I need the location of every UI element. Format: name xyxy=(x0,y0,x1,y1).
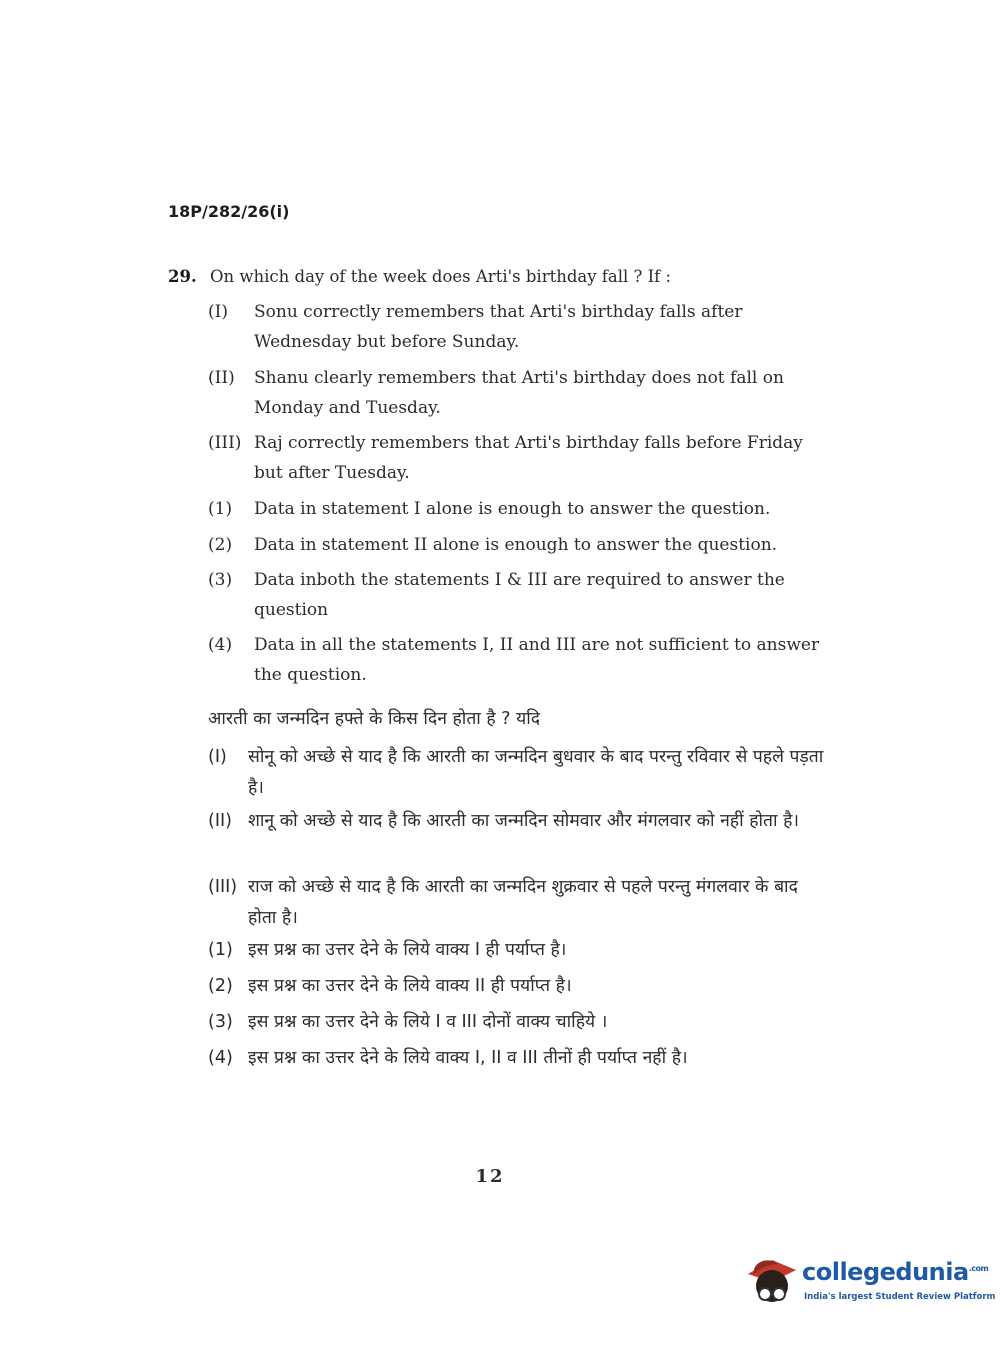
statement-text: Shanu clearly remembers that Arti's birthday does not fall on Monday and Tuesday. xyxy=(254,368,784,418)
option-label: (4) xyxy=(208,635,233,655)
question-number: 29. xyxy=(168,267,197,286)
option-label: (4) xyxy=(208,1048,233,1068)
hindi-option-2 xyxy=(208,971,828,1002)
statement-i xyxy=(208,297,828,357)
statement-label: (III) xyxy=(208,877,238,897)
hindi-statement-iii xyxy=(208,872,828,934)
statement-text: Sonu correctly remembers that Arti's birthday falls after Wednesday but before Sunday. xyxy=(254,302,743,352)
option-1 xyxy=(208,494,828,524)
statement-ii xyxy=(208,363,828,423)
statement-text: शानू को अच्छे से याद है कि आरती का जन्मदिन सोमवार और मंगलवार को नहीं होता है। xyxy=(248,811,800,831)
option-3 xyxy=(208,565,828,625)
page-number: 12 xyxy=(475,1166,505,1187)
statement-text: Raj correctly remembers that Arti's birthday falls before Friday but after Tuesday. xyxy=(254,433,803,483)
statement-label: (I) xyxy=(208,302,228,322)
option-text: Data in statement II alone is enough to answer the question. xyxy=(254,535,778,555)
statement-label: (II) xyxy=(208,368,235,388)
collegedunia-logo xyxy=(742,1252,996,1310)
hindi-statement-ii xyxy=(208,806,828,837)
option-label: (2) xyxy=(208,535,233,555)
option-text: इस प्रश्न का उत्तर देने के लिये वाक्य I, II व III तीनों ही पर्याप्त नहीं है। xyxy=(248,1048,688,1068)
hindi-option-1 xyxy=(208,935,828,966)
mascot-icon xyxy=(742,1252,800,1310)
option-label: (3) xyxy=(208,570,233,590)
statement-text: सोनू को अच्छे से याद है कि आरती का जन्मदिन बुधवार के बाद परन्तु रविवार से पहले पड़ता है। xyxy=(248,747,824,798)
hindi-statement-i xyxy=(208,742,828,804)
question-text: On which day of the week does Arti's birthday fall ? If : xyxy=(209,267,672,286)
question-heading xyxy=(168,267,671,286)
option-text: Data in all the statements I, II and III are not sufficient to answer the question. xyxy=(254,635,820,685)
brand-name: collegedunia$^{.com}$ xyxy=(802,1258,989,1286)
statement-text: राज को अच्छे से याद है कि आरती का जन्मदिन शुक्रवार से पहले परन्तु मंगलवार के बाद होता है। xyxy=(248,877,798,928)
hindi-option-4 xyxy=(208,1043,828,1074)
option-label: (3) xyxy=(208,1012,233,1032)
option-label: (1) xyxy=(208,499,233,519)
statement-label: (III) xyxy=(208,433,242,453)
statement-label: (I) xyxy=(208,747,227,767)
option-label: (2) xyxy=(208,976,233,996)
statement-iii xyxy=(208,428,828,488)
option-text: इस प्रश्न का उत्तर देने के लिये I व III दोनों वाक्य चाहिये । xyxy=(248,1012,608,1032)
option-4 xyxy=(208,630,828,690)
option-text: Data inboth the statements I & III are required to answer the question xyxy=(254,570,785,620)
option-text: इस प्रश्न का उत्तर देने के लिये वाक्य I ही पर्याप्त है। xyxy=(248,940,567,960)
option-label: (1) xyxy=(208,940,233,960)
option-2 xyxy=(208,530,828,560)
hindi-option-3 xyxy=(208,1007,828,1038)
hindi-question-text: आरती का जन्मदिन हफ्ते के किस दिन होता है ? यदि xyxy=(208,709,541,729)
brand-tagline: India's largest Student Review Platform xyxy=(804,1292,996,1302)
option-text: Data in statement I alone is enough to answer the question. xyxy=(254,499,771,519)
statement-label: (II) xyxy=(208,811,232,831)
option-text: इस प्रश्न का उत्तर देने के लिये वाक्य II ही पर्याप्त है। xyxy=(248,976,572,996)
paper-code: 18P/282/26(i) xyxy=(168,202,290,221)
